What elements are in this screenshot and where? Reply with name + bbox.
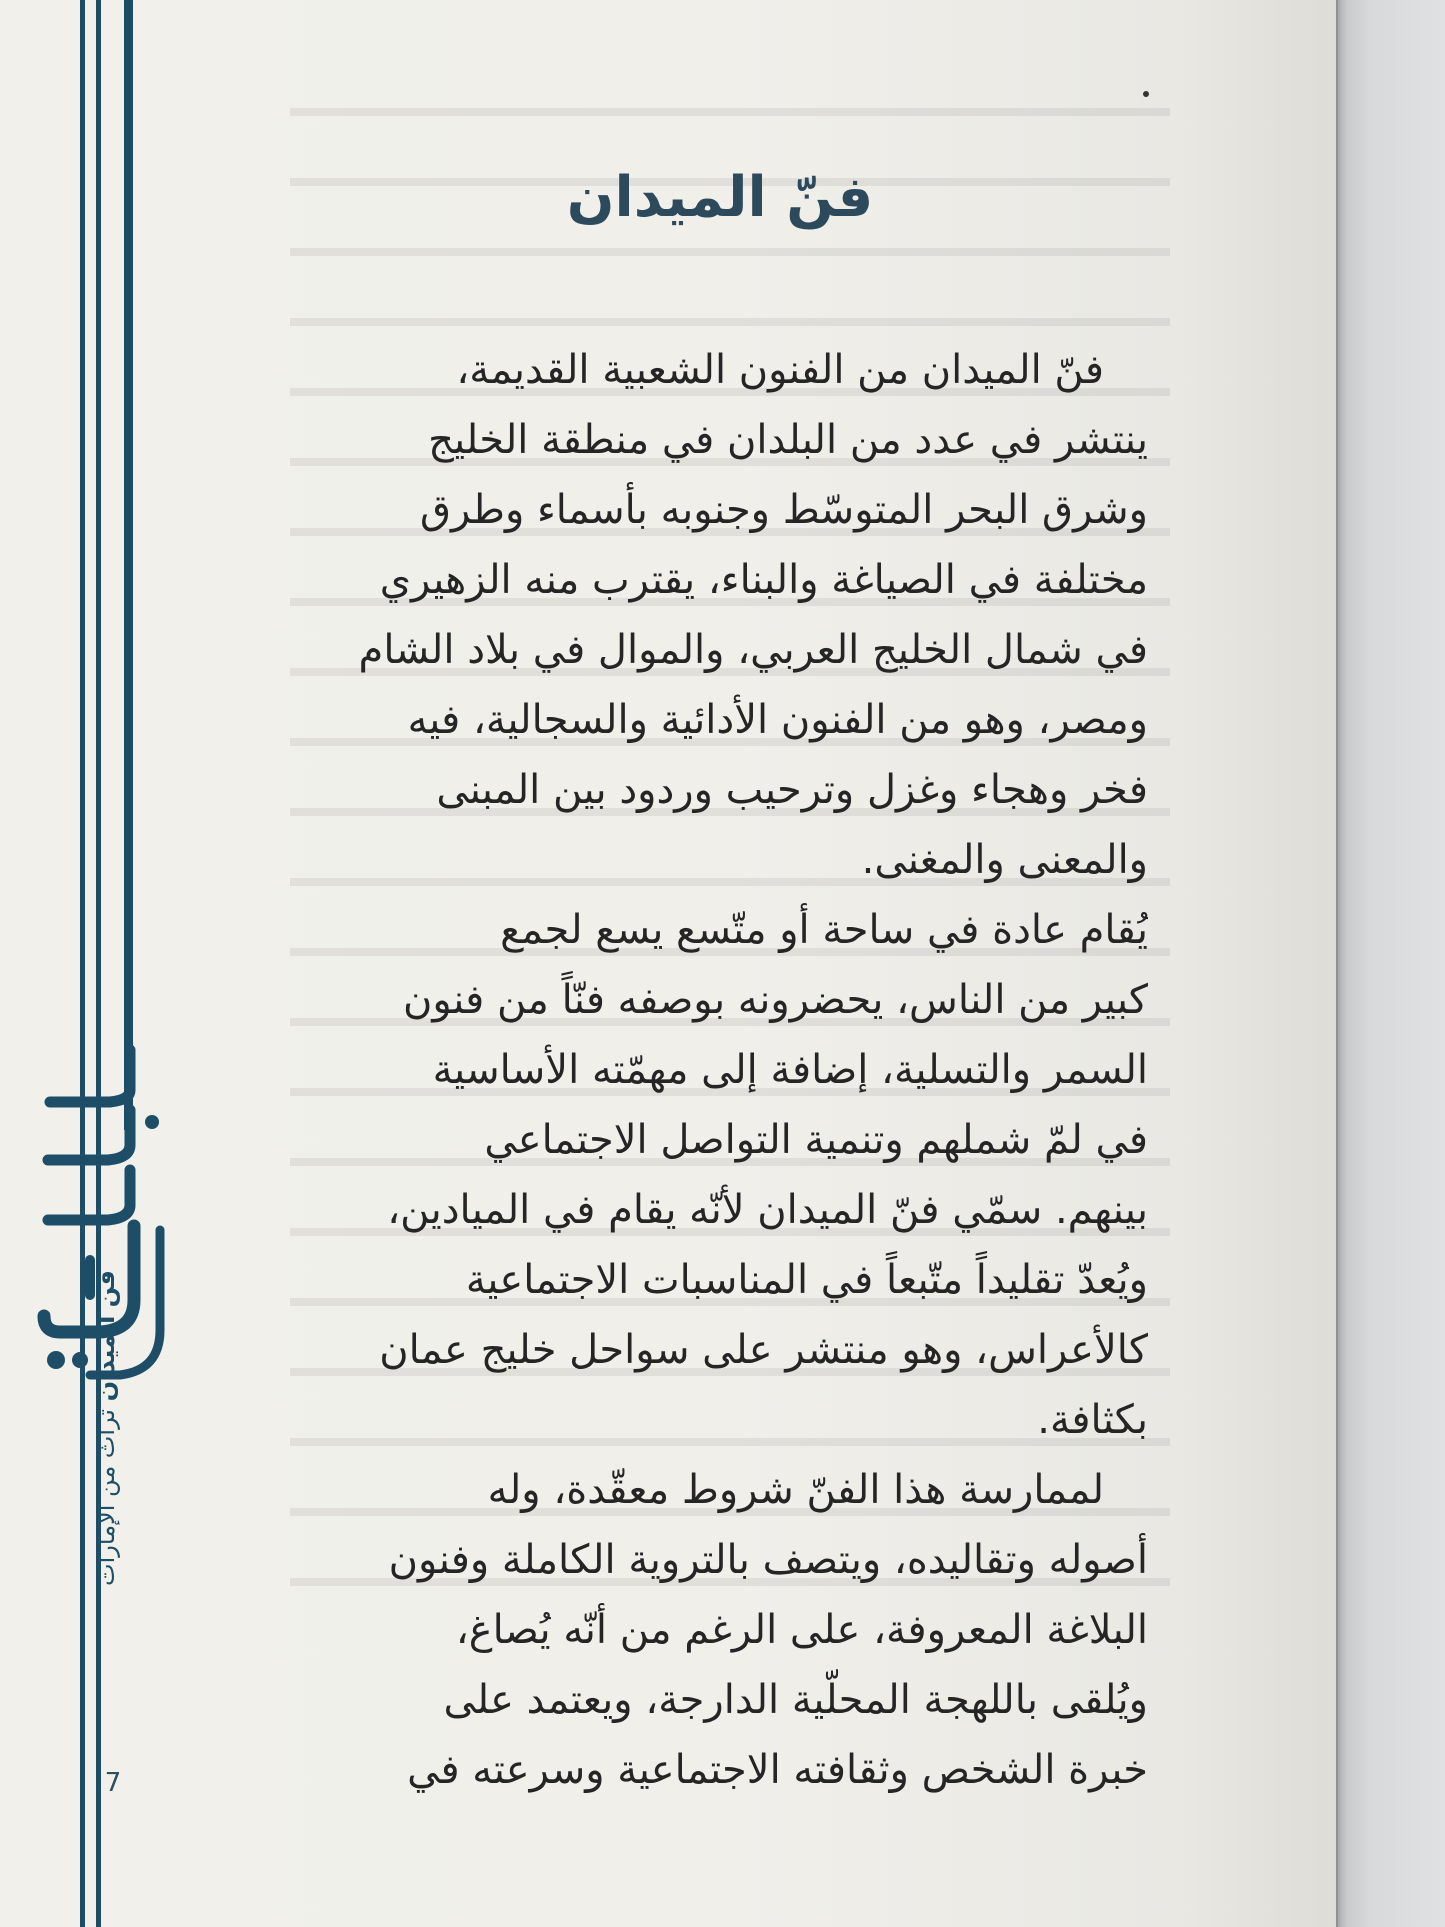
body-line: والمعنى والمغنى. [861,837,1148,883]
body-line: ويُعدّ تقليداً متّبعاً في المناسبات الاجتماعية [465,1257,1148,1303]
chapter-title: فنّ الميدان [566,165,874,230]
spine-title-rest: تراث من الإمارات [92,1401,120,1586]
body-line: مختلفة في الصياغة والبناء، يقترب منه الزهيري [379,557,1148,603]
body-line: ويُلقى باللهجة المحلّية الدارجة، ويعتمد على [443,1677,1148,1723]
body-line: لممارسة هذا الفنّ شروط معقّدة، وله [487,1467,1104,1513]
body-line: فخر وهجاء وغزل وترحيب وردود بين المبنى [436,767,1148,813]
body-line: في لمّ شملهم وتنمية التواصل الاجتماعي [484,1117,1148,1163]
body-line: أصوله وتقاليده، ويتصف بالتروية الكاملة وفنون [388,1537,1148,1583]
body-line: كبير من الناس، يحضرونه بوصفه فنّاً من فنون [403,977,1148,1023]
body-text [270,335,1148,1805]
logo-dot-1 [145,1115,159,1129]
body-line: فنّ الميدان من الفنون الشعبية القديمة، [456,347,1104,393]
logo-dot-2 [47,1351,65,1369]
logo-dot-3 [72,1352,88,1368]
body-line: السمر والتسلية، إضافة إلى مهمّته الأساسية [432,1047,1148,1093]
facing-page [1338,0,1445,1927]
spine-title-bold: فن الميدان [92,1270,120,1402]
series-spine-title [88,1270,124,1690]
page-number: 7 [104,1768,122,1798]
body-line: ومصر، وهو من الفنون الأدائية والسجالية، فيه [407,697,1148,743]
border-line-outer [80,0,85,1927]
body-line: بينهم. سمّي فنّ الميدان لأنّه يقام في الميادين، [387,1187,1148,1233]
body-line: خبرة الشخص وثقافته الاجتماعية وسرعته في [407,1747,1148,1793]
body-line: يُقام عادة في ساحة أو متّسع يسع لجمع [500,907,1148,953]
body-line: بكثافة. [1037,1397,1148,1443]
ink-dot [1143,91,1149,97]
body-line: كالأعراس، وهو منتشر على سواحل خليج عمان [379,1327,1148,1373]
border-line-inner [124,0,133,1130]
body-line: ينتشر في عدد من البلدان في منطقة الخليج [428,417,1148,463]
body-line: البلاغة المعروفة، على الرغم من أنّه يُصاغ، [455,1607,1148,1653]
body-line: في شمال الخليج العربي، والموال في بلاد الشام [358,627,1148,673]
body-line: وشرق البحر المتوسّط وجنوبه بأسماء وطرق [420,487,1148,533]
